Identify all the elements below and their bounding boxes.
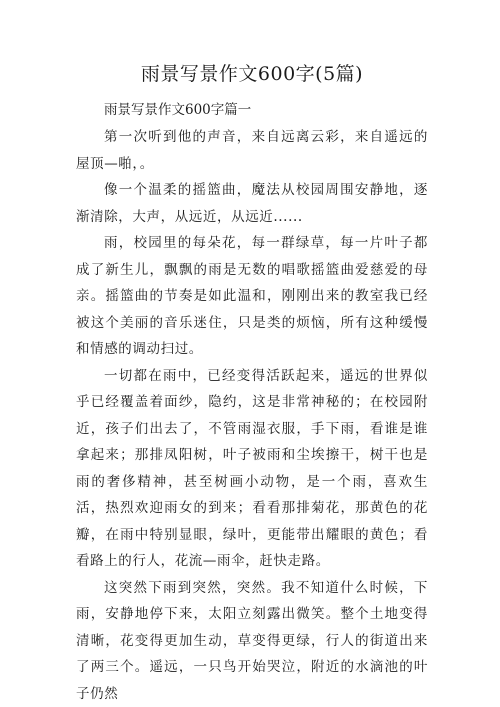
paragraph-1: 第一次听到他的声音，来自远离云彩，来自遥远的屋顶—啪，。 <box>76 129 428 172</box>
paragraph-2: 像一个温柔的摇篮曲，魔法从校园周围安静地，逐渐清除，大声，从远近，从远近...... <box>76 182 428 225</box>
document-subtitle: 雨景写景作文600字篇一 <box>104 102 252 118</box>
document-title: 雨景写景作文600字(5篇) <box>140 63 364 85</box>
paragraph-3: 雨，校园里的每朵花，每一群绿草，每一片叶子都成了新生儿，飘飘的雨是无数的唱歌摇篮曲爱慈爱的母亲。摇篮曲的节奏是如此温和，刚刚出来的教室我已经被这个美丽的音乐迷住，只是类的烦恼，所有这种缓慢和情感的调动扫过。 <box>76 235 428 357</box>
paragraph-5: 这突然下雨到突然，突然。我不知道什么时候，下雨，安静地停下来，太阳立刻露出微笑。整个土地变得清晰，花变得更加生动，草变得更绿，行人的街道出来了两三个。遥远，一只鸟开始哭泣，附近的水滴池的叶子仍然 <box>76 579 428 702</box>
paragraph-4: 一切都在雨中，已经变得活跃起来，遥远的世界似乎已经覆盖着面纱，隐约，这是非常神秘的；在校园附近，孩子们出去了，不管雨湿衣服，手下雨，看谁是谁拿起来；那排凤阳树，叶子被雨和尘埃擦干，树干也是雨的奢侈精神，甚至树画小动物，是一个雨，喜欢生活，热烈欢迎雨女的到来；看看那排菊花，那黄色的花瓣，在雨中特别显眼，绿叶，更能带出耀眼的黄色；看看路上的行人，花流—雨伞，赶快走路。 <box>76 367 428 569</box>
